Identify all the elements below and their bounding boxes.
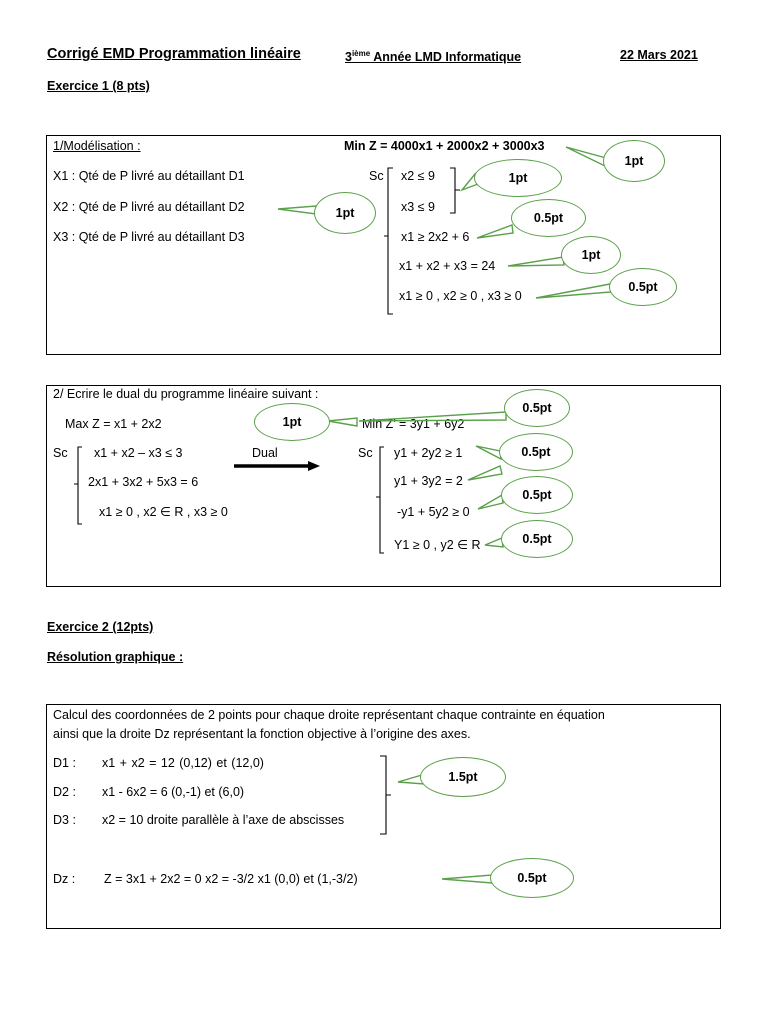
primal-constraint-3: x1 ≥ 0 , x2 ∈ R , x3 ≥ 0 (99, 505, 228, 519)
points-bubble-dual-constraint-3: 0.5pt (501, 476, 573, 514)
dual-constraint-2: y1 + 3y2 = 2 (394, 474, 463, 488)
d3-label: D3 : (53, 813, 76, 827)
d2-label: D2 : (53, 785, 76, 799)
exercise-1-heading: Exercice 1 (8 pts) (47, 79, 150, 93)
primal-objective: Max Z = x1 + 2x2 (65, 417, 162, 431)
objective-function: Min Z = 4000x1 + 2000x2 + 3000x3 (344, 139, 545, 153)
points-bubble-constraint-4: 1pt (561, 236, 621, 274)
dual-constraint-1: y1 + 2y2 ≥ 1 (394, 446, 463, 460)
course-level: 3ième Année LMD Informatique (345, 49, 522, 65)
d1-label: D1 : (53, 756, 76, 770)
variable-x2: X2 : Qté de P livré au détaillant D2 (53, 200, 245, 214)
points-bubble-dz: 0.5pt (490, 858, 574, 898)
d2-equation: x1 - 6x2 = 6 (0,-1) et (6,0) (102, 785, 245, 799)
brace-dual (376, 447, 384, 553)
dual-objective: Min Z’ = 3y1 + 6y2 (362, 417, 465, 431)
points-bubble-dual-constraint-1: 0.5pt (499, 433, 573, 471)
primal-constraint-2: 2x1 + 3x2 + 5x3 = 6 (88, 475, 199, 489)
modelisation-title: 1/Modélisation : (53, 139, 141, 153)
dual-constraint-4: Y1 ≥ 0 , y2 ∈ R (394, 538, 481, 552)
points-bubble-nonneg: 0.5pt (609, 268, 677, 306)
sc-label-3: Sc (358, 446, 373, 460)
dz-label: Dz : (53, 872, 76, 886)
variable-x1: X1 : Qté de P livré au détaillant D1 (53, 169, 245, 183)
brace-ex2 (380, 756, 391, 834)
constraint-2: x3 ≤ 9 (401, 200, 435, 214)
points-bubble-objective: 1pt (603, 140, 665, 182)
exercise-2-heading: Exercice 2 (12pts) (47, 620, 154, 634)
d1-equation: x1 + x2 = 12 (0,12) et (12,0) (102, 756, 264, 770)
document-date: 22 Mars 2021 (620, 48, 698, 62)
dual-title: 2/ Ecrire le dual du programme linéaire suivant : (53, 387, 319, 401)
brace-left-constraints (384, 168, 393, 314)
points-bubble-lines: 1.5pt (420, 757, 506, 797)
dz-equation: Z = 3x1 + 2x2 = 0 x2 = -3/2 x1 (0,0) et (1,-3/2) (104, 872, 358, 886)
dual-constraint-3: -y1 + 5y2 ≥ 0 (397, 505, 470, 519)
dual-arrow-label: Dual (252, 446, 278, 460)
variable-x3: X3 : Qté de P livré au détaillant D3 (53, 230, 245, 244)
intro-line-2: ainsi que la droite Dz représentant la fonction objective à l’origine des axes. (53, 727, 471, 741)
sc-label-2: Sc (53, 446, 68, 460)
points-bubble-dual-objective: 0.5pt (504, 389, 570, 427)
points-bubble-bounds: 1pt (474, 159, 562, 197)
points-bubble-dual-nonneg: 0.5pt (501, 520, 573, 558)
sc-label-1: Sc (369, 169, 384, 183)
brace-right-upper (450, 168, 460, 213)
constraint-4: x1 + x2 + x3 = 24 (399, 259, 496, 273)
points-bubble-dual-objective-left: 1pt (254, 403, 330, 441)
dual-arrow-icon (234, 461, 320, 471)
graphical-resolution-heading: Résolution graphique : (47, 650, 184, 664)
brace-primal (74, 447, 82, 524)
primal-constraint-1: x1 + x2 – x3 ≤ 3 (94, 446, 183, 460)
points-bubble-constraint-3: 0.5pt (511, 199, 586, 237)
constraint-3: x1 ≥ 2x2 + 6 (401, 230, 470, 244)
document-title: Corrigé EMD Programmation linéaire (47, 46, 301, 62)
constraint-1: x2 ≤ 9 (401, 169, 435, 183)
points-bubble-variables: 1pt (314, 192, 376, 234)
intro-line-1: Calcul des coordonnées de 2 points pour chaque droite représentant chaque contrainte en équation (53, 708, 605, 722)
constraint-5: x1 ≥ 0 , x2 ≥ 0 , x3 ≥ 0 (399, 289, 522, 303)
d3-equation: x2 = 10 droite parallèle à l’axe de abscisses (102, 813, 345, 827)
